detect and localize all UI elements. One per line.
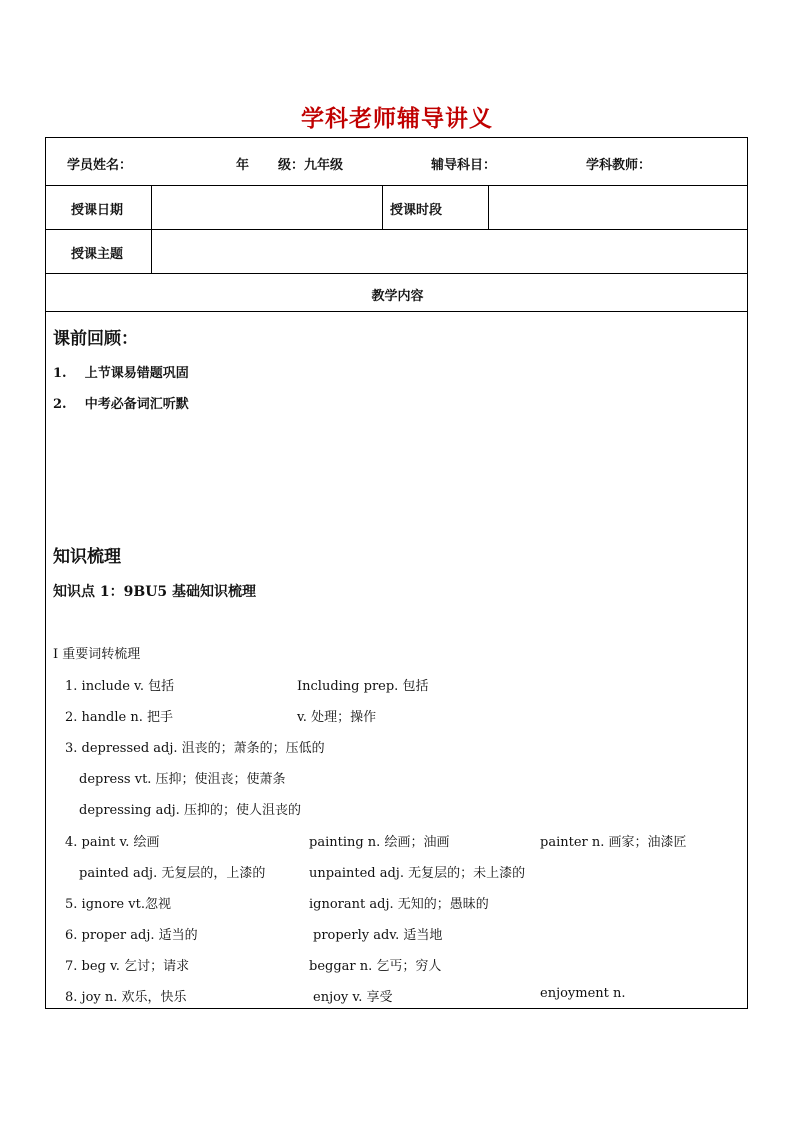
review-item-number: 2.: [53, 397, 67, 412]
vocab-entry: ignorant adj. 无知的；愚昧的: [309, 897, 489, 912]
review-heading: 课前回顾：: [53, 329, 138, 349]
lesson-table: [45, 137, 748, 1009]
column-divider: [382, 185, 383, 229]
vocab-entry: enjoyment n.: [540, 986, 626, 1001]
vocab-entry: depress vt. 压抑；使沮丧；使萧条: [79, 772, 286, 787]
vocab-entry: depressing adj. 压抑的；使人沮丧的: [79, 803, 301, 818]
vocab-entry: 8. joy n. 欢乐，快乐: [65, 990, 187, 1005]
knowledge-heading: 知识梳理: [53, 547, 121, 567]
review-item-text: 中考必备词汇听默: [84, 397, 189, 412]
topic-label: 授课主题: [71, 247, 124, 262]
grade-label: 级：九年级: [278, 158, 344, 173]
content-header: 教学内容: [371, 289, 424, 304]
date-label: 授课日期: [71, 203, 124, 218]
review-item-text: 上节课易错题巩固: [84, 366, 189, 381]
column-divider: [488, 185, 489, 229]
student-name-label: 学员姓名：: [67, 158, 133, 173]
row-divider: [46, 273, 747, 274]
vocab-section-title: I 重要词转梳理: [53, 647, 141, 662]
vocab-entry: painter n. 画家；油漆匠: [540, 835, 687, 850]
vocab-entry: v. 处理；操作: [297, 710, 377, 725]
review-item: [53, 362, 189, 381]
document-title: 学科老师辅导讲义: [301, 105, 493, 132]
review-item: [53, 393, 189, 412]
vocab-entry: 1. include v. 包括: [65, 679, 175, 694]
vocab-entry: properly adv. 适当地: [313, 928, 443, 943]
vocab-entry: 7. beg v. 乞讨；请求: [65, 959, 190, 974]
review-item-number: 1.: [53, 366, 67, 381]
vocab-entry: Including prep. 包括: [297, 679, 429, 694]
vocab-entry: 3. depressed adj. 沮丧的；萧条的；压低的: [65, 741, 325, 756]
row-divider: [46, 311, 747, 312]
knowledge-point-title: 知识点 1：9BU5 基础知识梳理: [53, 584, 257, 600]
teacher-label: 学科教师：: [586, 158, 652, 173]
subject-label: 辅导科目：: [431, 158, 497, 173]
column-divider: [151, 185, 152, 273]
period-label: 授课时段: [390, 203, 443, 218]
vocab-entry: 6. proper adj. 适当的: [65, 928, 198, 943]
vocab-entry: unpainted adj. 无复层的；未上漆的: [309, 866, 526, 881]
vocab-entry: 5. ignore vt.忽视: [65, 897, 171, 912]
vocab-entry: beggar n. 乞丐；穷人: [309, 959, 442, 974]
vocab-entry: enjoy v. 享受: [313, 990, 393, 1005]
vocab-entry: 2. handle n. 把手: [65, 710, 173, 725]
vocab-entry: 4. paint v. 绘画: [65, 835, 160, 850]
grade-label-prefix: 年: [236, 158, 250, 173]
vocab-entry: painting n. 绘画；油画: [309, 835, 450, 850]
vocab-entry: painted adj. 无复层的，上漆的: [79, 866, 266, 881]
